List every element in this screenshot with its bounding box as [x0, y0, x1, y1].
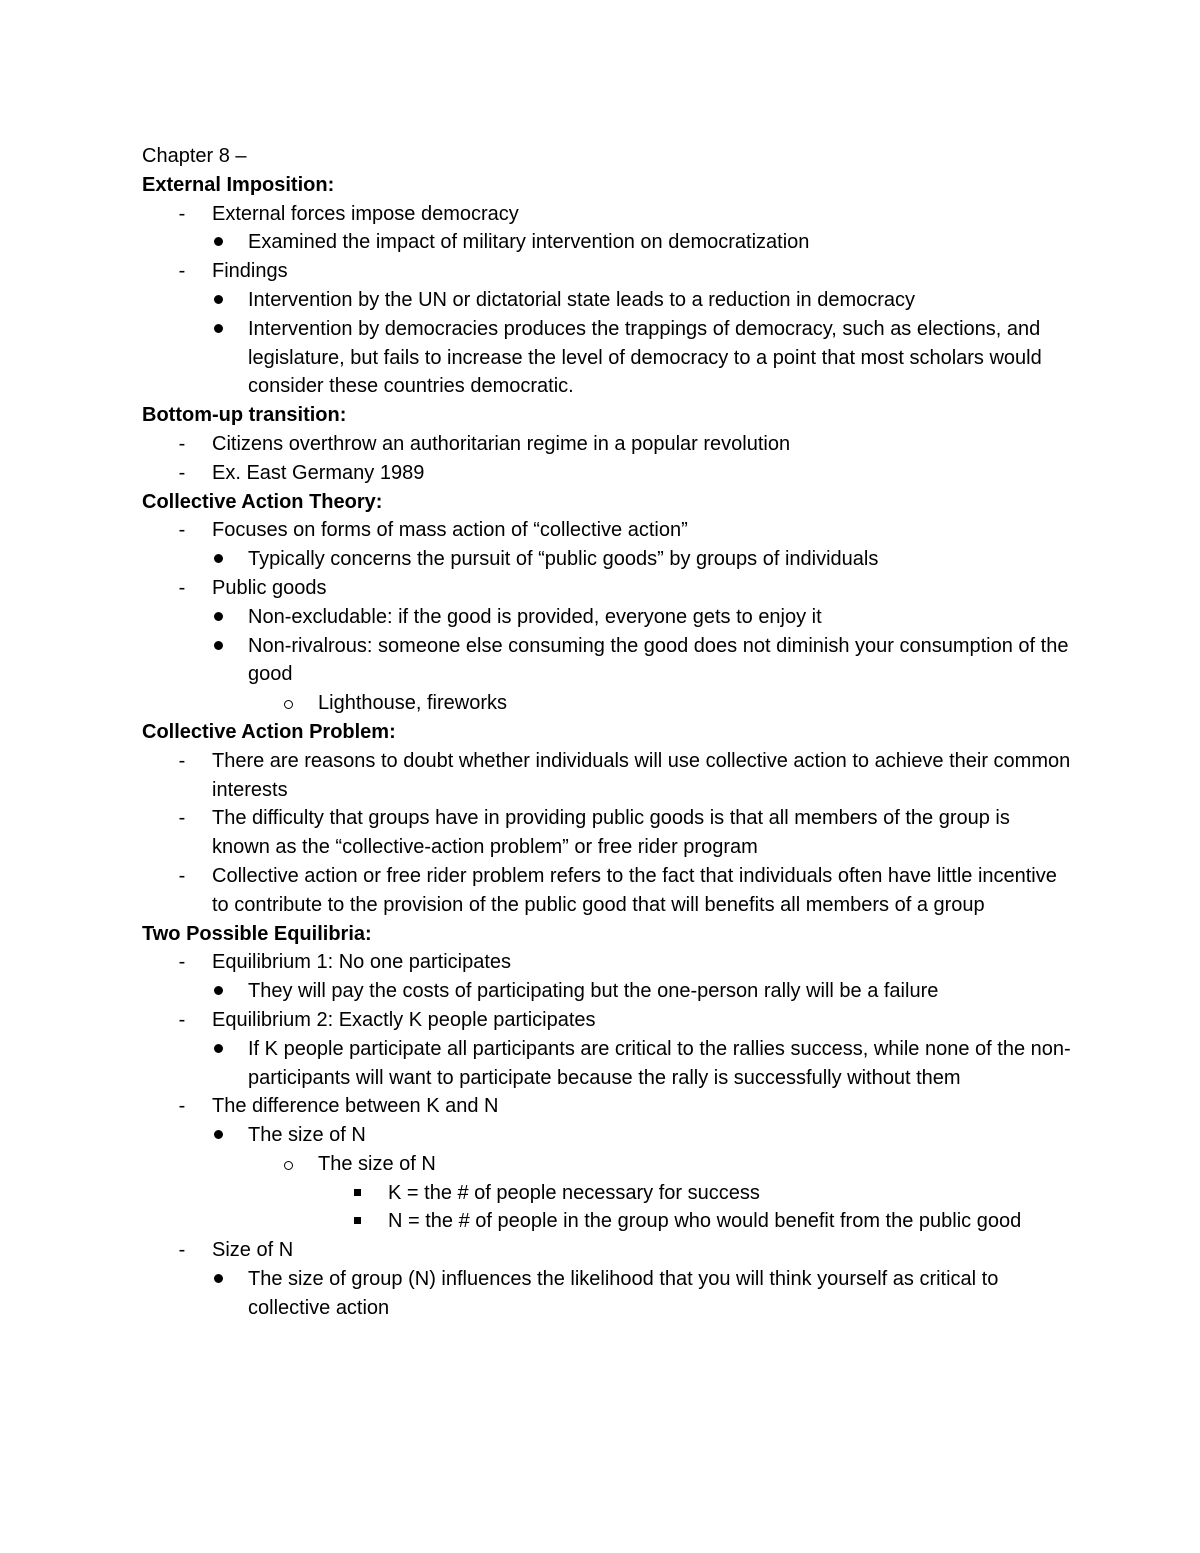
outline-item [142, 632, 1072, 690]
outline-text: Size of N [212, 1239, 294, 1262]
outline-text: Examined the impact of military intervention on democratization [248, 231, 810, 254]
document-body [142, 142, 1072, 1323]
outline-text: External forces impose democracy [212, 202, 519, 225]
outline-text: K = the # of people necessary for success [388, 1181, 760, 1204]
outline-text: Typically concerns the pursuit of “public goods” by groups of individuals [248, 548, 879, 571]
outline-text: If K people participate all participants are critical to the rallies success, while none of the non-participants will want to participate because the rally is successfully without them [248, 1037, 1071, 1089]
outline-item [142, 977, 1072, 1006]
dash-marker: - [178, 807, 186, 830]
dash-marker: - [178, 1008, 186, 1031]
outline-text: External Imposition: [142, 173, 335, 196]
circle-bullet-icon [284, 1161, 293, 1170]
outline-item [142, 1207, 1072, 1236]
section-heading [142, 171, 1072, 200]
outline-item [142, 430, 1072, 459]
outline-item [142, 1035, 1072, 1093]
bullet-icon [214, 1130, 223, 1139]
outline-text: Intervention by democracies produces the trappings of democracy, such as elections, and legislature, but fails to increase the level of democracy to a point that most scholars would consider these countries democratic. [248, 317, 1042, 398]
dash-marker: - [178, 432, 186, 455]
outline-text: The size of group (N) influences the likelihood that you will think yourself as critical to collective action [248, 1268, 999, 1319]
outline-item [142, 1265, 1072, 1323]
outline-text: The difficulty that groups have in providing public goods is that all members of the group is known as the “collective-action problem” or free rider program [212, 807, 1010, 859]
outline-text: Intervention by the UN or dictatorial state leads to a reduction in democracy [248, 288, 916, 311]
outline-item [142, 862, 1072, 920]
dash-marker: - [178, 1239, 186, 1262]
bullet-icon [214, 1274, 223, 1283]
outline-text: Ex. East Germany 1989 [212, 461, 425, 484]
outline-item [142, 1150, 1072, 1179]
outline-item [142, 1236, 1072, 1265]
section-heading [142, 488, 1072, 517]
document-title [142, 142, 1072, 171]
bullet-icon [214, 986, 223, 995]
square-bullet-icon [354, 1189, 361, 1196]
bullet-icon [214, 1044, 223, 1053]
outline-text: Two Possible Equilibria: [142, 922, 372, 945]
dash-marker: - [178, 519, 186, 542]
outline-text: Collective Action Theory: [142, 490, 383, 513]
outline-text: Equilibrium 1: No one participates [212, 951, 512, 974]
bullet-icon [214, 237, 223, 246]
outline-text: N = the # of people in the group who would benefit from the public good [388, 1210, 1022, 1233]
outline-item [142, 545, 1072, 574]
bullet-icon [214, 324, 223, 333]
outline-item [142, 286, 1072, 315]
outline-text: Non-excludable: if the good is provided, everyone gets to enjoy it [248, 605, 822, 628]
outline-text: The size of N [248, 1124, 366, 1147]
outline-item [142, 1092, 1072, 1121]
dash-marker: - [178, 951, 186, 974]
outline-text: They will pay the costs of participating but the one-person rally will be a failure [248, 980, 939, 1003]
section-heading [142, 401, 1072, 430]
outline-text: Collective Action Problem: [142, 720, 396, 743]
outline-text: Collective action or free rider problem refers to the fact that individuals often have little incentive to contribute to the provision of the public good that will benefits all members of a group [212, 864, 1057, 916]
outline-item [142, 804, 1072, 862]
outline-text: Focuses on forms of mass action of “collective action” [212, 519, 688, 542]
outline-item [142, 459, 1072, 488]
dash-marker: - [178, 864, 186, 887]
outline-text: Equilibrium 2: Exactly K people participates [212, 1008, 596, 1031]
dash-marker: - [178, 260, 186, 283]
outline-text: Findings [212, 260, 288, 283]
outline-text: Citizens overthrow an authoritarian regime in a popular revolution [212, 432, 791, 455]
outline-item [142, 1179, 1072, 1208]
outline-item [142, 603, 1072, 632]
outline-text: Chapter 8 – [142, 145, 247, 167]
outline-item [142, 1006, 1072, 1035]
outline-item [142, 257, 1072, 286]
outline-item [142, 948, 1072, 977]
dash-marker: - [178, 461, 186, 484]
outline-text: Bottom-up transition: [142, 404, 347, 427]
outline-item [142, 315, 1072, 401]
outline-item [142, 747, 1072, 805]
outline-text: Lighthouse, fireworks [318, 692, 507, 715]
outline-text: The difference between K and N [212, 1095, 499, 1118]
circle-bullet-icon [284, 700, 293, 709]
dash-marker: - [178, 202, 186, 225]
square-bullet-icon [354, 1217, 361, 1224]
outline-item [142, 689, 1072, 718]
outline-text: Non-rivalrous: someone else consuming the good does not diminish your consumption of the good [248, 634, 1069, 686]
outline-text: Public goods [212, 576, 327, 599]
bullet-icon [214, 612, 223, 621]
outline-item [142, 200, 1072, 229]
dash-marker: - [178, 749, 186, 772]
outline-item [142, 1121, 1072, 1150]
outline-item [142, 516, 1072, 545]
outline-text: There are reasons to doubt whether individuals will use collective action to achieve their common interests [212, 749, 1071, 801]
outline-text: The size of N [318, 1152, 436, 1175]
outline-item [142, 228, 1072, 257]
bullet-icon [214, 641, 223, 650]
dash-marker: - [178, 576, 186, 599]
outline-item [142, 574, 1072, 603]
section-heading [142, 920, 1072, 949]
dash-marker: - [178, 1095, 186, 1118]
section-heading [142, 718, 1072, 747]
bullet-icon [214, 295, 223, 304]
bullet-icon [214, 554, 223, 563]
